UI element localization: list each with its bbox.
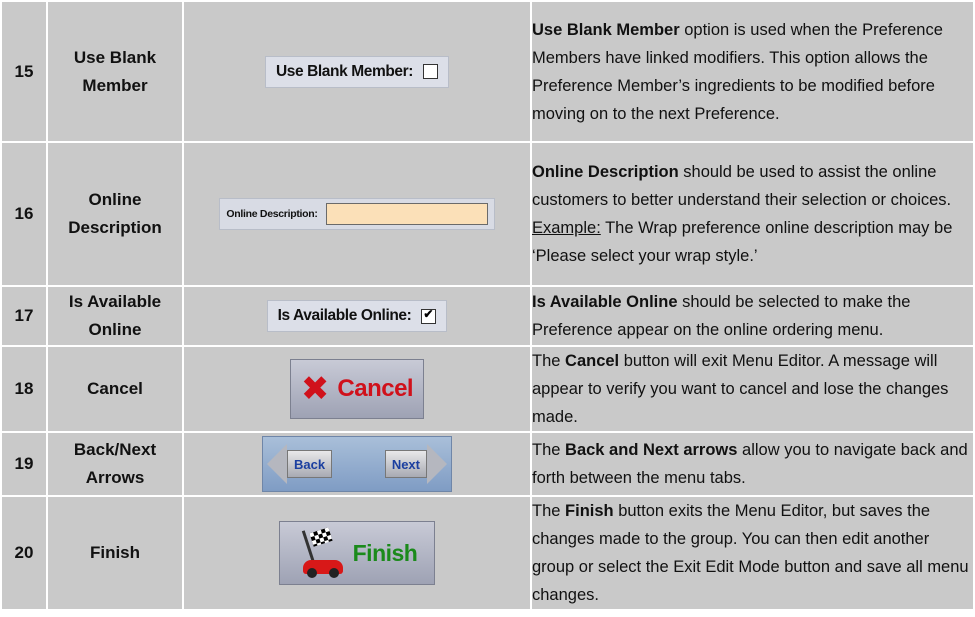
field-name — [47, 432, 183, 496]
desc-bold: Cancel — [565, 352, 620, 370]
online-description-input[interactable] — [326, 203, 488, 225]
table-row — [1, 346, 974, 432]
desc-text: button exits the Menu Editor, but saves the changes made to the group. You can then edit another group or select the Exit Edit Mode button and save all menu changes. — [532, 502, 969, 604]
right-arrow-icon — [427, 444, 447, 484]
finish-button-label: Finish — [352, 539, 418, 566]
field-name — [47, 1, 183, 142]
finish-button[interactable] — [279, 521, 435, 585]
row-number: 17 — [1, 286, 47, 346]
online-description-panel — [219, 198, 494, 230]
use-blank-member-checkbox[interactable] — [423, 64, 438, 79]
desc-bold: Back and Next arrows — [565, 441, 738, 459]
sample-cell — [183, 432, 531, 496]
online-description-label: Online Description: — [226, 208, 318, 220]
field-name-line: Member — [82, 75, 148, 95]
red-x-icon: ✖ — [300, 369, 330, 409]
desc-text: The Wrap preference online description may be ‘Please select your wrap style.’ — [532, 219, 953, 265]
row-number: 18 — [1, 346, 47, 432]
desc-bold: Finish — [565, 502, 614, 520]
field-name — [47, 142, 183, 286]
is-available-online-panel — [267, 300, 448, 332]
desc-text: button will exit Menu Editor. A message will appear to verify you want to cancel and lose the changes made. — [532, 352, 949, 426]
field-name-line: Is Available — [68, 292, 162, 311]
description — [531, 496, 974, 610]
desc-bold: Use Blank Member — [532, 20, 680, 39]
next-button[interactable] — [385, 444, 447, 484]
desc-text: should be used to assist the online customers to better understand their selection or choices. — [532, 163, 952, 209]
back-button[interactable] — [267, 444, 332, 484]
desc-bold: Is Available Online — [532, 293, 678, 311]
table-row — [1, 286, 974, 346]
field-name-line: Online — [88, 320, 142, 339]
field-name-line: Arrows — [85, 468, 145, 487]
table-row — [1, 142, 974, 286]
sample-cell — [183, 286, 531, 346]
description — [531, 346, 974, 432]
is-available-online-checkbox[interactable] — [421, 309, 436, 324]
desc-text: should be selected to make the Preference appear on the online ordering menu. — [532, 293, 911, 339]
cancel-button[interactable] — [290, 359, 424, 419]
desc-text: option is used when the Preference Members have linked modifiers. This option allows the Preference Member’s ingredients to be modified before moving on to the next Preference. — [532, 20, 943, 123]
field-name-line: Back/Next — [73, 440, 157, 459]
next-button-label: Next — [385, 450, 427, 478]
desc-bold: Online Description — [532, 163, 679, 181]
description — [531, 432, 974, 496]
field-name-line: Use Blank — [73, 47, 157, 67]
desc-underline: Example: — [532, 219, 601, 237]
sample-cell — [183, 496, 531, 610]
sample-cell — [183, 1, 531, 142]
description — [531, 1, 974, 142]
field-name-line: Description — [68, 218, 162, 237]
field-name — [47, 496, 183, 610]
field-name — [47, 346, 183, 432]
field-name — [47, 286, 183, 346]
sample-cell — [183, 142, 531, 286]
description — [531, 286, 974, 346]
row-number: 15 — [1, 1, 47, 142]
table-row — [1, 432, 974, 496]
desc-text: The — [532, 352, 566, 370]
description — [531, 142, 974, 286]
desc-text: The — [532, 502, 566, 520]
row-number: 16 — [1, 142, 47, 286]
field-name-line: Online — [88, 190, 142, 209]
back-next-panel — [262, 436, 452, 492]
checkered-flag-race-car-icon — [297, 528, 347, 578]
row-number: 19 — [1, 432, 47, 496]
use-blank-member-panel — [265, 56, 449, 88]
back-button-label: Back — [287, 450, 332, 478]
row-number: 20 — [1, 496, 47, 610]
is-available-online-label: Is Available Online: — [277, 307, 412, 324]
table-row — [1, 1, 974, 142]
use-blank-member-label: Use Blank Member: — [275, 62, 414, 80]
sample-cell — [183, 346, 531, 432]
field-name-line: Finish — [89, 543, 141, 562]
cancel-button-label: Cancel — [337, 375, 414, 402]
desc-text: The — [532, 441, 566, 459]
table-row — [1, 496, 974, 610]
field-name-line: Cancel — [87, 379, 143, 398]
desc-text: allow you to navigate back and forth between the menu tabs. — [532, 441, 968, 487]
left-arrow-icon — [267, 444, 287, 484]
